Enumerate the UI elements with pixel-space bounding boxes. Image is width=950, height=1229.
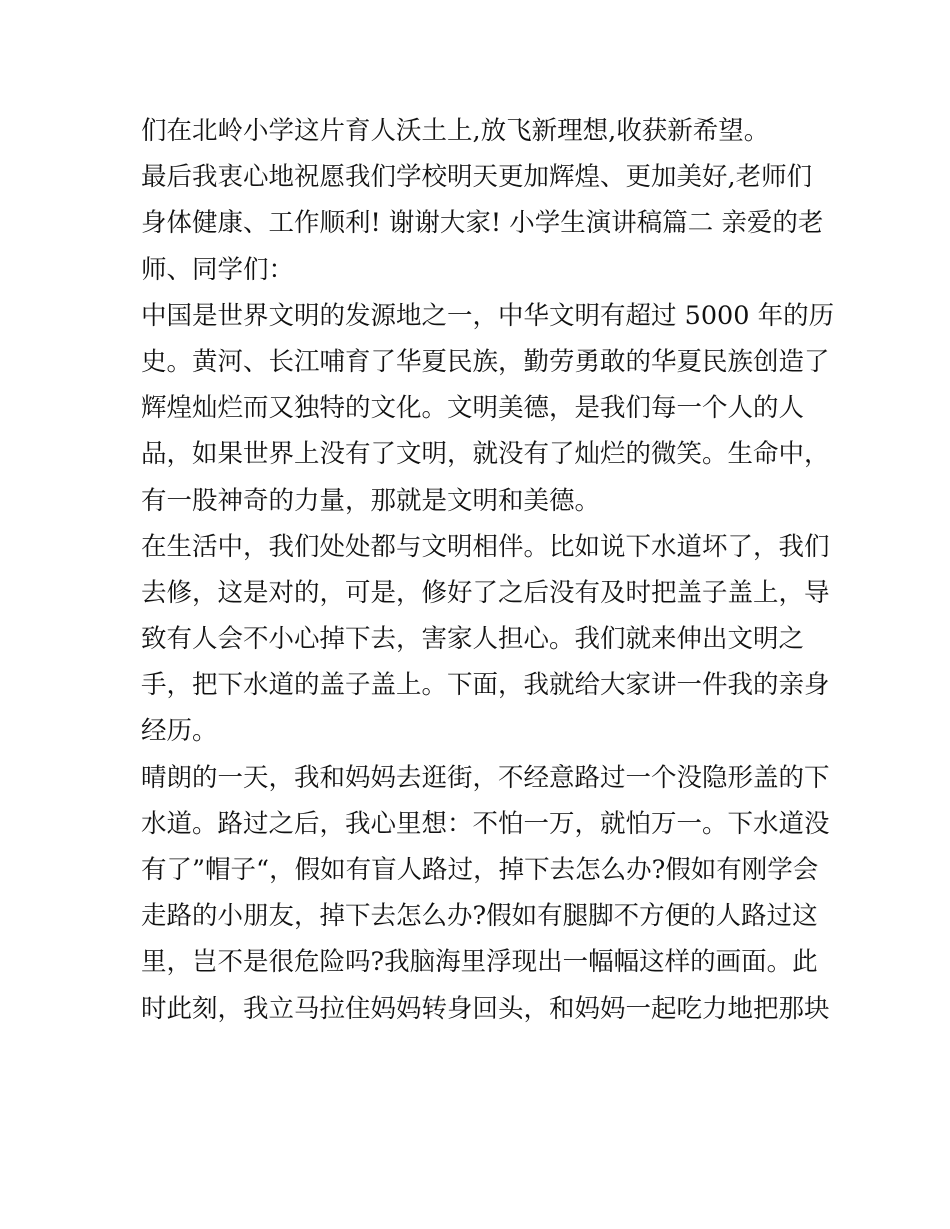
- text-line: 晴朗的一天，我和妈妈去逛街，不经意路过一个没隐形盖的下: [141, 762, 830, 793]
- text-line: 有一股神奇的力量，那就是文明和美德。: [141, 485, 601, 516]
- text-line: 师、同学们：: [141, 254, 295, 285]
- text-line: 身体健康、工作顺利! 谢谢大家! 小学生演讲稿篇二 亲爱的老: [141, 208, 824, 239]
- text-line: 水道。路过之后，我心里想：不怕一万，就怕万一。下水道没: [141, 808, 830, 839]
- text-line: 辉煌灿烂而又独特的文化。文明美德，是我们每一个人的人: [141, 393, 805, 424]
- text-line: 时此刻，我立马拉住妈妈转身回头，和妈妈一起吃力地把那块: [141, 993, 830, 1024]
- text-line: 里，岂不是很危险吗?我脑海里浮现出一幅幅这样的画面。此: [141, 947, 818, 978]
- text-line: 有了”帽子“，假如有盲人路过，掉下去怎么办?假如有刚学会: [141, 855, 819, 885]
- text-line: 史。黄河、长江哺育了华夏民族，勤劳勇敢的华夏民族创造了: [141, 346, 830, 377]
- text-line: 在生活中，我们处处都与文明相伴。比如说下水道坏了，我们: [141, 531, 830, 562]
- text-line: 手，把下水道的盖子盖上。下面，我就给大家讲一件我的亲身: [141, 670, 830, 701]
- body-text: [141, 108, 835, 1032]
- text-line: 致有人会不小心掉下去，害家人担心。我们就来伸出文明之: [141, 624, 805, 655]
- text-line: 中国是世界文明的发源地之一，中华文明有超过 5000 年的历: [141, 300, 835, 331]
- text-line: 经历。: [141, 716, 218, 747]
- text-line: 走路的小朋友，掉下去怎么办?假如有腿脚不方便的人路过这: [141, 901, 818, 932]
- text-line: 们在北岭小学这片育人沃土上,放飞新理想,收获新希望。: [141, 116, 770, 146]
- text-line: 去修，这是对的，可是，修好了之后没有及时把盖子盖上，导: [141, 577, 830, 608]
- text-line: 品，如果世界上没有了文明，就没有了灿烂的微笑。生命中，: [141, 439, 830, 470]
- text-line: 最后我衷心地祝愿我们学校明天更加辉煌、更加美好,老师们: [141, 162, 813, 193]
